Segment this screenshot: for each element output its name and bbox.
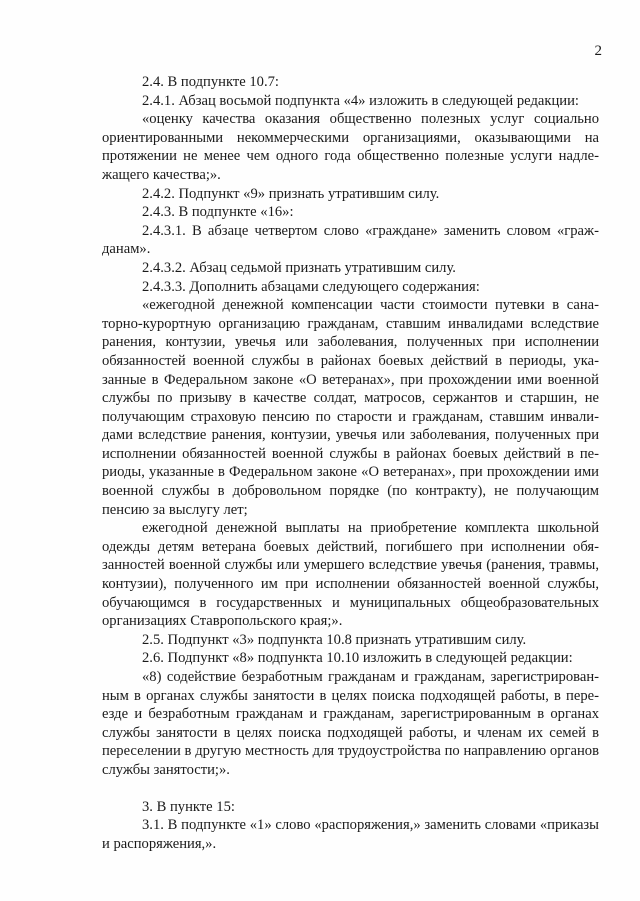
paragraph: 2.4.3.2. Абзац седьмой признать утратившим силу. <box>142 259 456 276</box>
paragraph: «оценку качества оказания общественно полезных услуг социально ориентированными некоммерческими организациями, оказывающими на протяжении не менее чем одного года общественно полезные услуги надлежащего качества;». <box>102 111 599 183</box>
paragraph: 2.4.3.3. Дополнить абзацами следующего содержания: <box>142 278 480 295</box>
paragraph: 2.4.3.1. В абзаце четвертом слово «граждане» заменить словом «гражданам». <box>102 222 599 258</box>
section-gap <box>102 780 599 798</box>
paragraph: 2.4.3. В подпункте «16»: <box>142 204 294 221</box>
paragraph: 2.5. Подпункт «3» подпункта 10.8 признать утратившим силу. <box>142 631 527 648</box>
paragraph: 3. В пункте 15: <box>142 798 235 815</box>
paragraph: ежегодной денежной выплаты на приобретение комплекта школьной одежды детям ветерана боевых действий, погибшего при исполнении обязанностей военной службы или умершего вследствие увечья (ранения, травмы, контузии), полученного им при исполнении обязанностей военной службы, обучающимся в государственных и муниципальных общеобразовательных организациях Ставропольского края;». <box>102 520 599 630</box>
paragraph: 2.4.1. Абзац восьмой подпункта «4» изложить в следующей редакции: <box>142 92 579 109</box>
paragraph: 2.6. Подпункт «8» подпункта 10.10 изложить в следующей редакции: <box>142 650 573 667</box>
document-body <box>102 73 599 853</box>
paragraph: 2.4. В подпункте 10.7: <box>142 74 279 90</box>
paragraph: 3.1. В подпункте «1» слово «распоряжения,» заменить словами «приказы и распоряжения,». <box>102 817 599 852</box>
paragraph: «8) содействие безработным гражданам и гражданам, зарегистрированным в органах службы занятости в целях поиска подходящей работы, в переезде и безработным гражданам и гражданам, зарегистрированным в органах службы занятости в целях поиска подходящей работы, и членам их семей в переселении в другую местность для трудоустройства по направлению органов службы занятости;». <box>102 669 599 778</box>
paragraph: «ежегодной денежной компенсации части стоимости путевки в санаторно-курортную организацию гражданам, ставшим инвалидами вследствие ранения, контузии, увечья или заболевания, полученных при исполнении обязанностей военной службы в районах боевых действий в периоды, указанные в Федеральном законе «О ветеранах», при прохождении ими военной службы по призыву в качестве солдат, матросов, сержантов и старшин, не получающим страховую пенсию по старости и гражданам, ставшим инвалидами вследствие ранения, контузии, увечья или заболевания, полученных при исполнении обязанностей военной службы в районах боевых действий в периоды, указанные в Федеральном законе «О ветеранах», при прохождении ими военной службы в добровольном порядке (по контракту), не получающим пенсию за выслугу лет; <box>102 297 599 518</box>
page-number: 2 <box>594 43 602 59</box>
paragraph: 2.4.2. Подпункт «9» признать утратившим силу. <box>142 185 440 202</box>
